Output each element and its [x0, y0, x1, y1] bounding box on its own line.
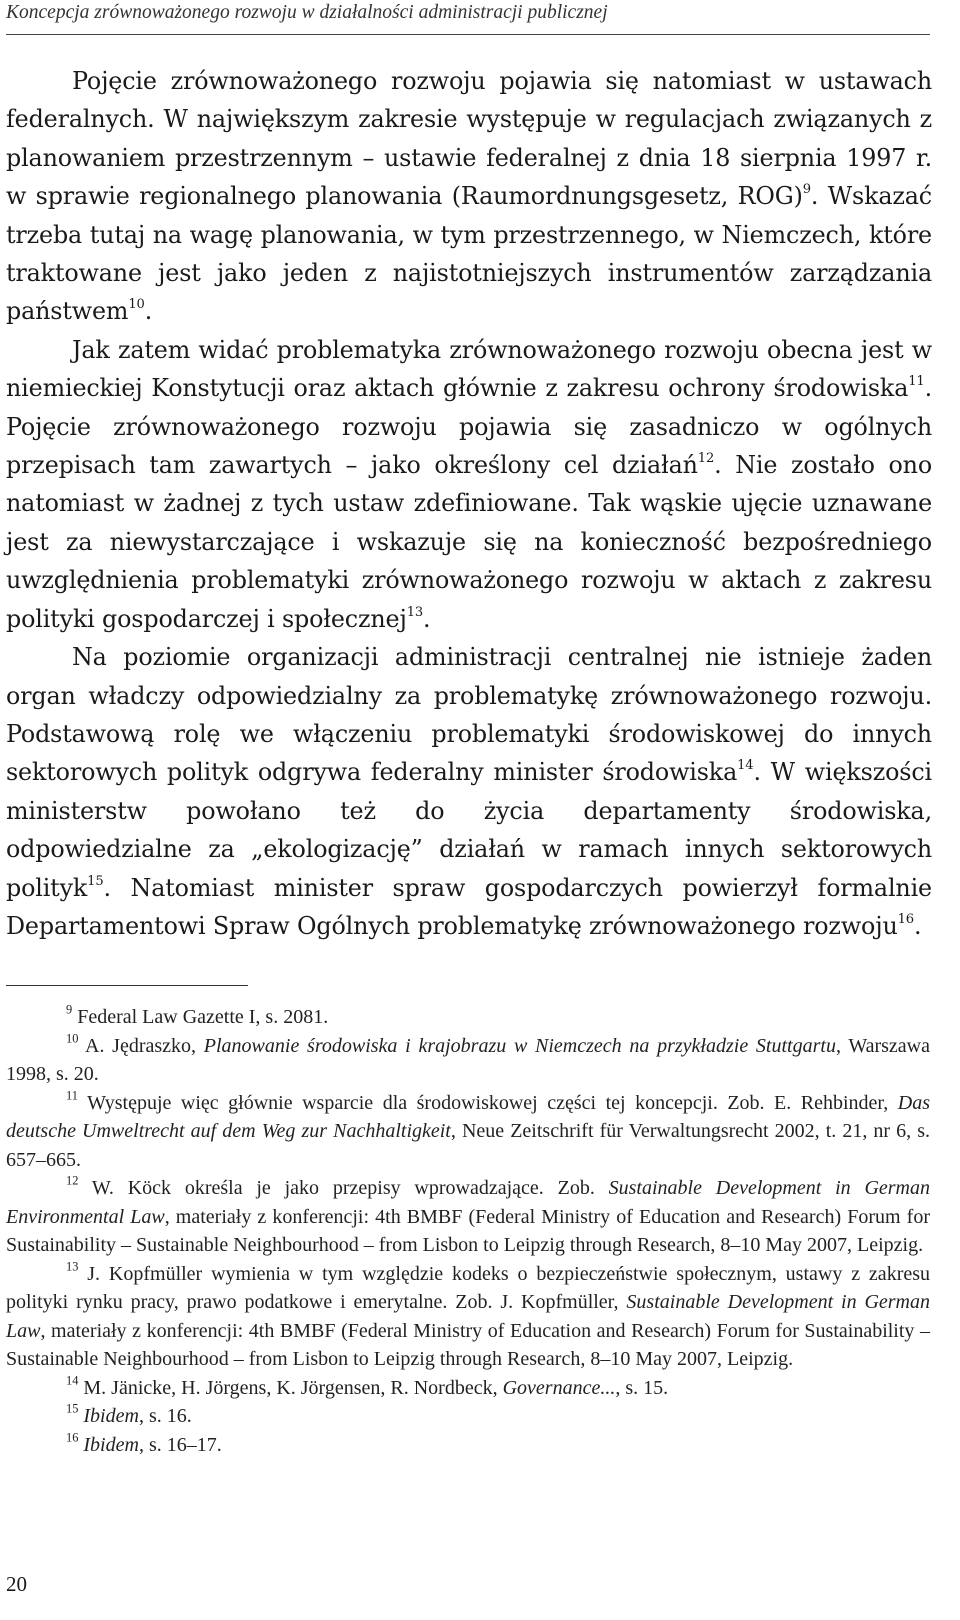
page-number: 20	[6, 1572, 27, 1596]
header-rule	[6, 34, 930, 35]
footnote-ref-14[interactable]: 14	[737, 758, 754, 774]
footnote-9: $^9$ Federal Law Gazette I, s. 2081.	[66, 1002, 329, 1028]
paragraph-1: Pojęcie zrównoważonego rozwoju pojawia się natomiast w ustawach federalnych. W największym zakresie występuje w regulacjach związanych z planowaniem przestrzennym – ustawie federalnej z dnia 18 sierpnia 1997 r. w sprawie regionalnego planowania (Raumordnungsgesetz, ROG)$^9$. Wskazać trzeba tutaj na wagę planowania, w tym przestrzennego, w Niemczech, które traktowane jest jako jeden z najistotniejszych instrumentów zarządzania państwem$^{10}$.	[6, 67, 932, 326]
footnote-ref-16[interactable]: 16	[897, 911, 914, 927]
footnotes	[6, 1003, 930, 1459]
paragraph-3: Na poziomie organizacji administracji centralnej nie istnieje żaden organ władczy odpowiedzialny za problematykę zrównoważonego rozwoju. Podstawową rolę we włączeniu problematyki środowiskowej do innych sektorowych polityk odgrywa federalny minister środowiska$^{14}$. W większości ministerstw powołano też do życia departamenty środowiska, odpowiedzialne za „ekologizację” działań w ramach innych sektorowych polityk$^{15}$. Natomiast minister spraw gospodarczych powierzył formalnie Departamentowi Spraw Ogólnych problematykę zrównoważonego rozwoju$^{16}$.	[6, 643, 932, 940]
footnote-10: $^{10}$ A. Jędraszko, Planowanie środowiska i krajobrazu w Niemczech na przykładzie Stuttgartu, Warszawa 1998, s. 20.	[6, 1031, 930, 1085]
paragraph-2: Jak zatem widać problematyka zrównoważonego rozwoju obecna jest w niemieckiej Konstytucji oraz aktach głównie z zakresu ochrony środowiska$^{11}$. Pojęcie zrównoważonego rozwoju pojawia się zasadniczo w ogólnych przepisach tam zawartych – jako określony cel działań$^{12}$. Nie zostało ono natomiast w żadnej z tych ustaw zdefiniowane. Tak wąskie ujęcie uznawane jest za niewystarczające i wskazuje się na konieczność bezpośredniego uwzględnienia problematyki zrównoważonego rozwoju w aktach z zakresu polityki gospodarczej i społecznej$^{13}$.	[6, 335, 932, 633]
footnote-ref-11[interactable]: 11	[908, 374, 925, 390]
running-header: Koncepcja zrównoważonego rozwoju w działalności administracji publicznej	[6, 2, 608, 23]
footnote-ref-10[interactable]: 10	[128, 297, 145, 313]
footnote-15: $^{15}$ Ibidem, s. 16.	[66, 1401, 192, 1427]
footnote-ref-9[interactable]: 9	[802, 182, 811, 198]
footnote-12: $^{12}$ W. Köck określa je jako przepisy wprowadzające. Zob. Sustainable Development in German Environmental Law, materiały z konferencji: 4th BMBF (Federal Ministry of Education and Research) Forum for Sustainability – Sustainable Neighbourhood – from Lisbon to Leipzig through Research, 8–10 May 2007, Leipzig.	[6, 1173, 930, 1256]
footnote-separator	[6, 985, 248, 986]
footnote-ref-12[interactable]: 12	[697, 450, 715, 466]
main-text	[6, 62, 932, 945]
footnote-ref-15[interactable]: 15	[87, 873, 104, 889]
footnote-11: $^{11}$ Występuje więc głównie wsparcie dla środowiskowej części tej koncepcji. Zob. E. Rehbinder, Das deutsche Umweltrecht auf dem Weg zur Nachhaltigkeit, Neue Zeitschrift für Verwaltungsrecht 2002, t. 21, nr 6, s. 657–665.	[6, 1088, 931, 1171]
footnote-16: $^{16}$ Ibidem, s. 16–17.	[66, 1430, 222, 1456]
footnote-ref-13[interactable]: 13	[406, 604, 424, 620]
footnote-13: $^{13}$ J. Kopfmüller wymienia w tym względzie kodeks o bezpieczeństwie społecznym, ustawy z zakresu polityki rynku pracy, prawo podatkowe i emerytalne. Zob. J. Kopfmüller, Sustainable Development in German Law, materiały z konferencji: 4th BMBF (Federal Ministry of Education and Research) Forum for Sustainability – Sustainable Neighbourhood – from Lisbon to Leipzig through Research, 8–10 May 2007, Leipzig.	[6, 1259, 931, 1370]
footnote-14: $^{14}$ M. Jänicke, H. Jörgens, K. Jörgensen, R. Nordbeck, Governance..., s. 15.	[66, 1373, 669, 1399]
